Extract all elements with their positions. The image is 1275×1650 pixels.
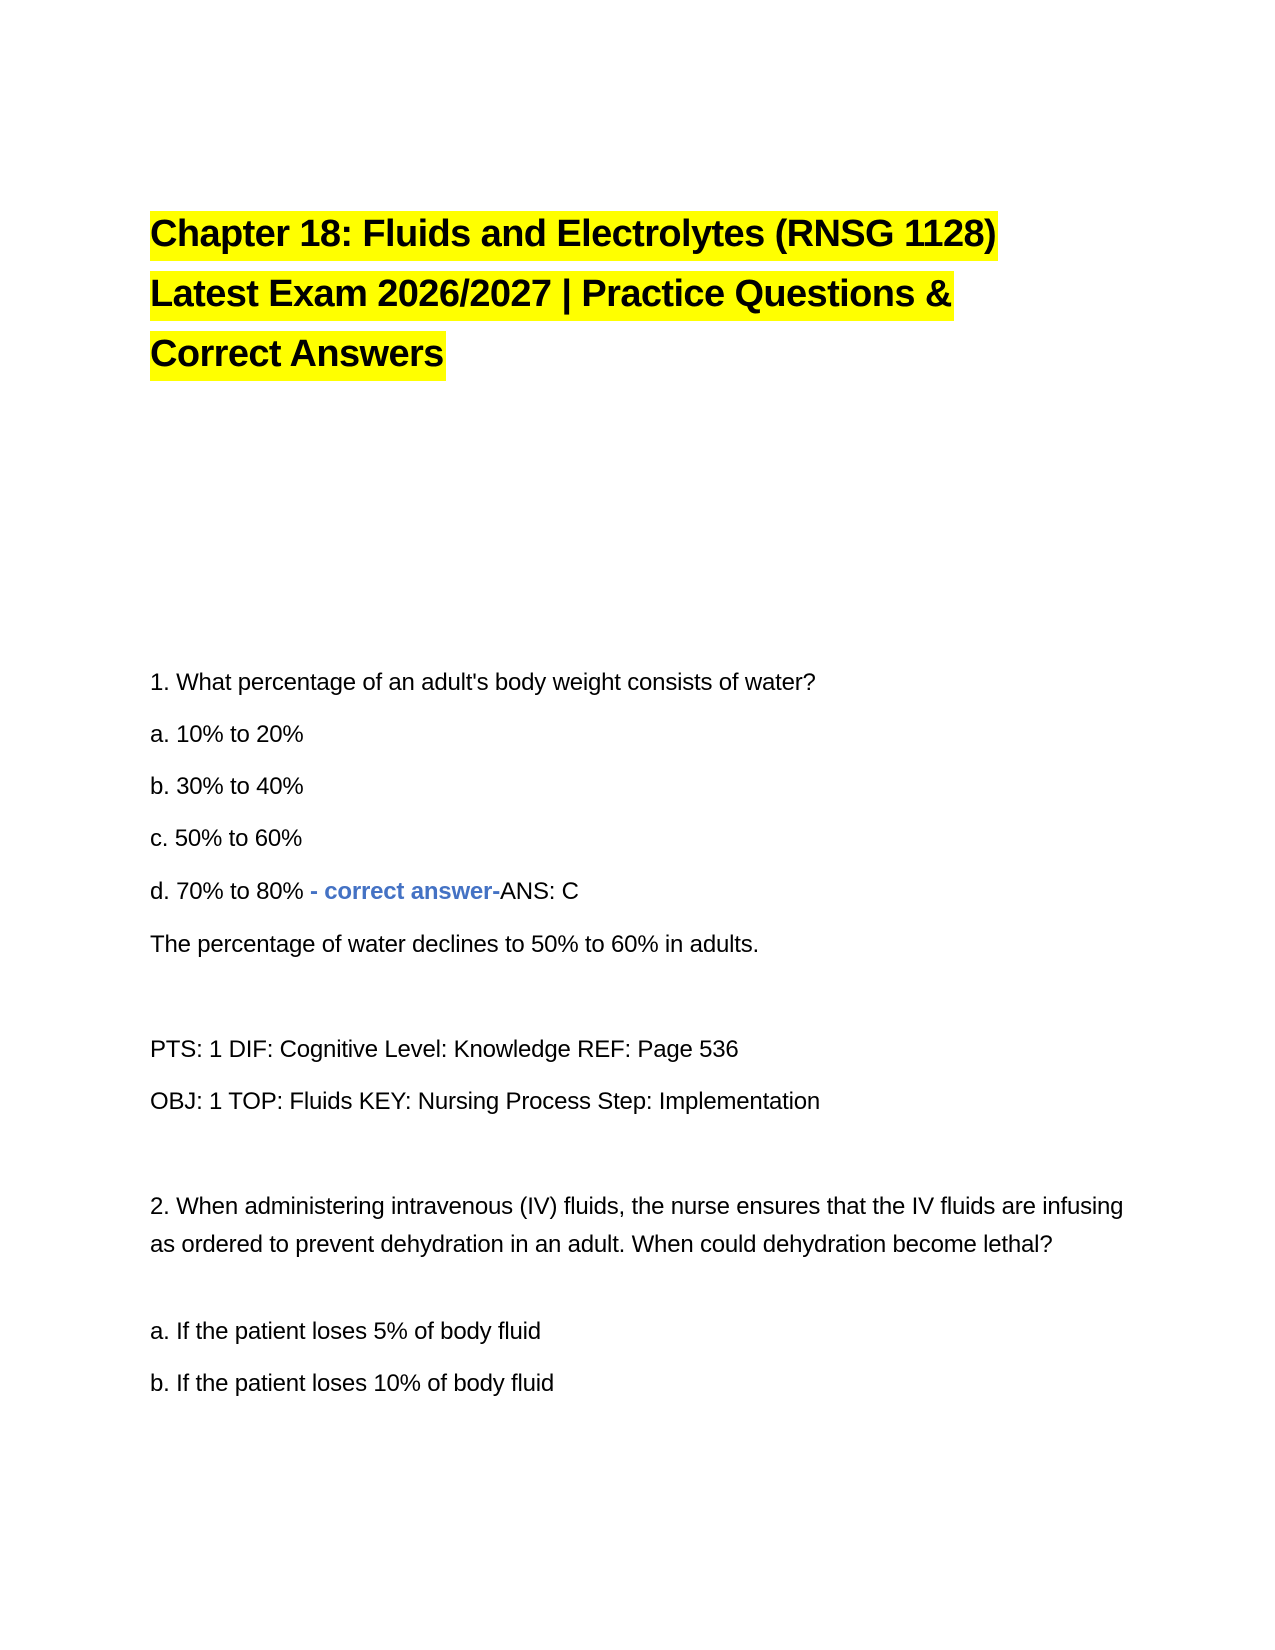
correct-answer-marker: - correct answer- (309, 878, 500, 905)
question-1-meta-2: OBJ: 1 TOP: Fluids KEY: Nursing Process Step: Implementation (150, 1088, 821, 1115)
question-2-option-a: a. If the patient loses 5% of body fluid (150, 1318, 541, 1345)
question-1-answer: ANS: C (500, 878, 579, 905)
question-1-option-a: a. 10% to 20% (150, 721, 304, 748)
document-title (150, 204, 1090, 384)
title-line-3: Correct Answers (150, 331, 446, 381)
question-2-stem: 2. When administering intravenous (IV) fluids, the nurse ensures that the IV fluids are infusing as ordered to prevent dehydration in an adult. When could dehydration become lethal? (150, 1193, 1124, 1258)
question-1-stem: 1. What percentage of an adult's body weight consists of water? (150, 669, 816, 696)
title-line-2: Latest Exam 2026/2027 | Practice Questions & (150, 271, 954, 321)
title-line-1: Chapter 18: Fluids and Electrolytes (RNSG 1128) (150, 211, 998, 261)
question-2-option-b: b. If the patient loses 10% of body fluid (150, 1370, 555, 1397)
question-1-option-d: d. 70% to 80% (150, 878, 304, 905)
question-1-rationale: The percentage of water declines to 50% to 60% in adults. (150, 931, 759, 958)
question-1-option-d-row (150, 877, 579, 907)
question-1-option-b: b. 30% to 40% (150, 773, 304, 800)
question-1-option-c: c. 50% to 60% (150, 825, 303, 852)
question-1-meta-1: PTS: 1 DIF: Cognitive Level: Knowledge REF: Page 536 (150, 1036, 739, 1063)
